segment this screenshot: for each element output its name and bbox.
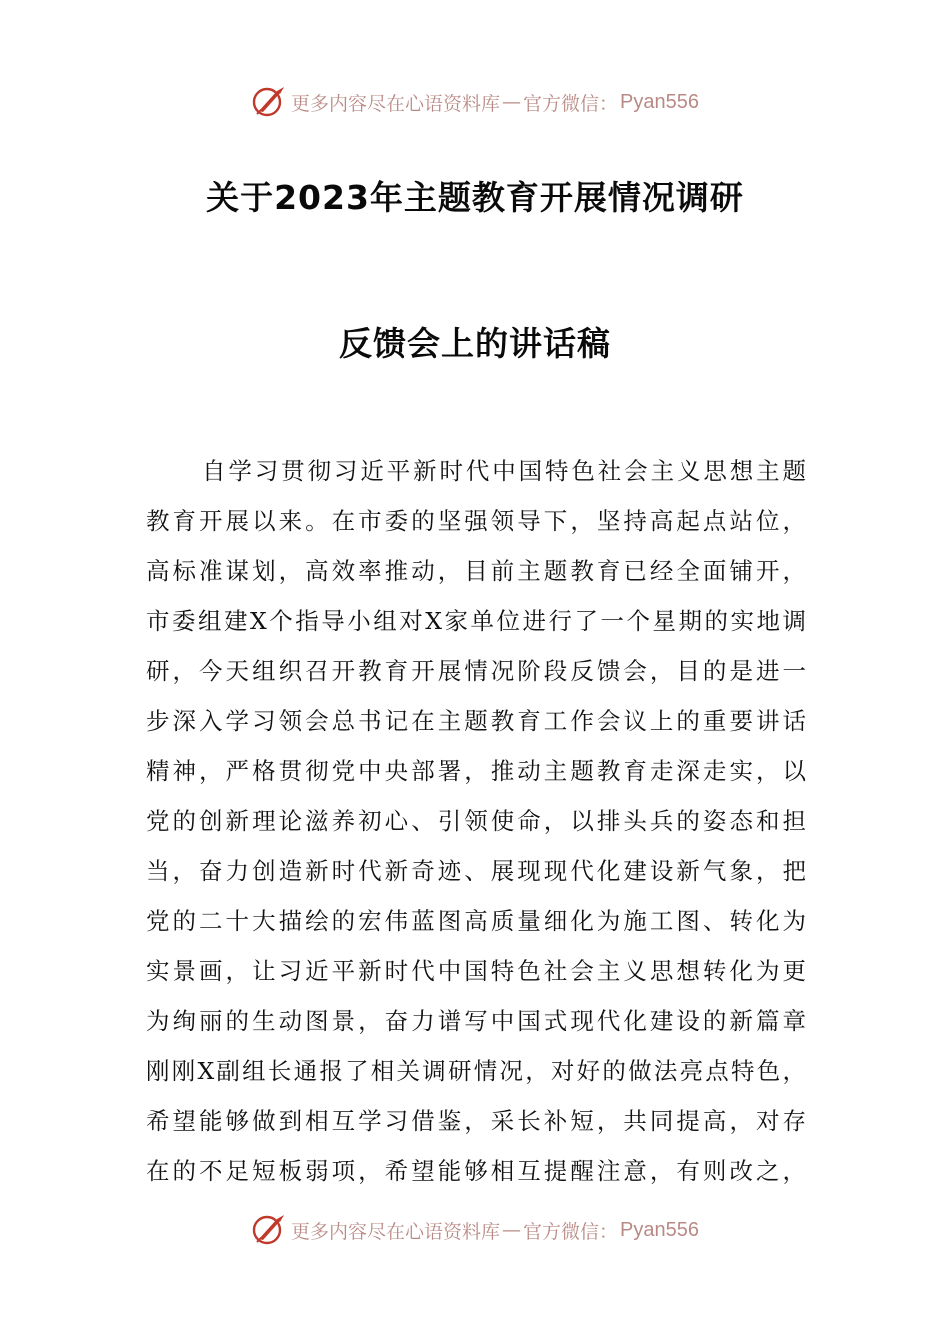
watermark-text: 更多内容尽在心语资料库 xyxy=(291,1220,501,1243)
watermark-wechat-id: Pyan556 xyxy=(620,1218,699,1241)
body-line: 教育开展以来。在市委的坚强领导下，坚持高起点站位， xyxy=(146,507,806,535)
body-line: 步深入学习领会总书记在主题教育工作会议上的重要讲话 xyxy=(146,707,806,735)
quill-logo-icon xyxy=(251,1212,287,1248)
document-title-line-1: 关于2023年主题教育开展情况调研 xyxy=(206,178,744,217)
watermark-separator: — xyxy=(502,1219,522,1241)
watermark-text: 更多内容尽在心语资料库 xyxy=(291,92,501,115)
body-line: 研，今天组织召开教育开展情况阶段反馈会，目的是进一 xyxy=(146,657,806,685)
body-line: 刚刚X副组长通报了相关调研情况，对好的做法亮点特色， xyxy=(146,1057,806,1085)
body-line: 党的创新理论滋养初心、引领使命，以排头兵的姿态和担 xyxy=(146,807,806,835)
watermark-wechat-id: Pyan556 xyxy=(620,90,699,113)
watermark-banner-bottom xyxy=(0,1210,950,1250)
body-line: 高标准谋划，高效率推动，目前主题教育已经全面铺开， xyxy=(146,557,806,585)
body-line: 当，奋力创造新时代新奇迹、展现现代化建设新气象，把 xyxy=(146,857,806,885)
body-line: 实景画，让习近平新时代中国特色社会主义思想转化为更 xyxy=(146,957,806,985)
body-line: 在的不足短板弱项，希望能够相互提醒注意，有则改之， xyxy=(146,1157,806,1185)
body-line: 精神，严格贯彻党中央部署，推动主题教育走深走实，以 xyxy=(146,757,806,785)
watermark-wechat-label: 官方微信： xyxy=(523,92,619,115)
body-line: 为绚丽的生动图景，奋力谱写中国式现代化建设的新篇章 xyxy=(146,1007,806,1035)
document-body xyxy=(146,446,806,1196)
body-line: 自学习贯彻习近平新时代中国特色社会主义思想主题 xyxy=(202,457,806,485)
body-line: 党的二十大描绘的宏伟蓝图高质量细化为施工图、转化为 xyxy=(146,907,806,935)
body-line: 希望能够做到相互学习借鉴，采长补短，共同提高，对存 xyxy=(146,1107,806,1135)
quill-logo-icon xyxy=(251,84,287,120)
watermark-wechat-label: 官方微信： xyxy=(523,1220,619,1243)
watermark-banner-top xyxy=(0,82,950,122)
document-title-line-2: 反馈会上的讲话稿 xyxy=(339,324,611,363)
watermark-separator: — xyxy=(502,91,522,113)
body-line: 市委组建X个指导小组对X家单位进行了一个星期的实地调 xyxy=(146,607,806,635)
